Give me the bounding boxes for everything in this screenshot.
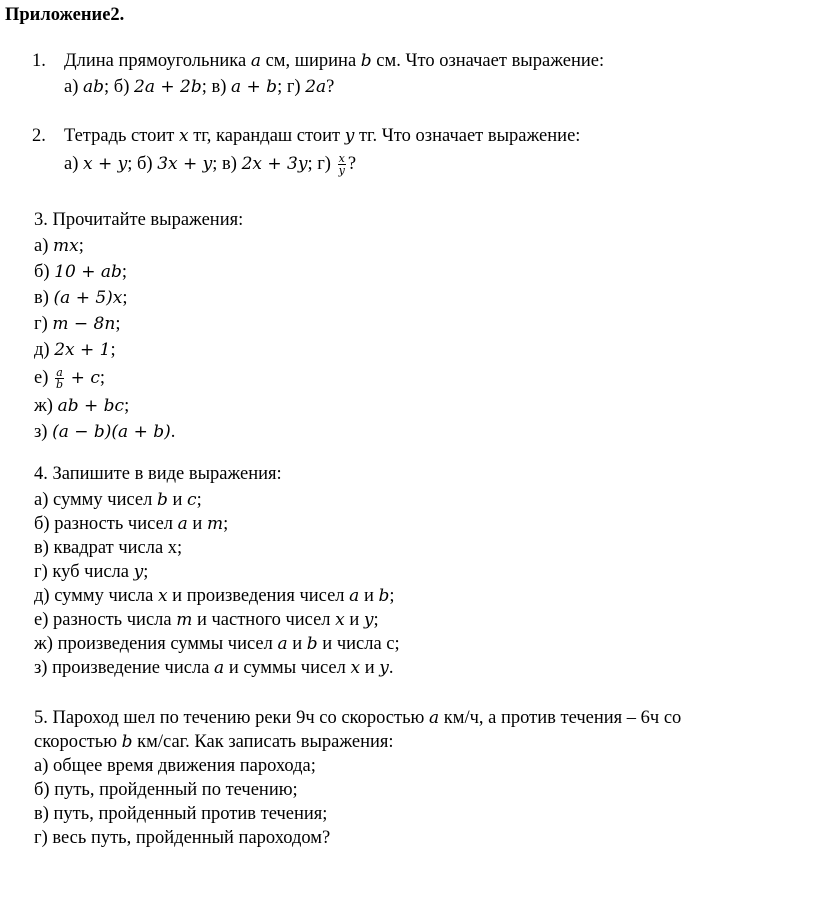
q3-item-expr: (a − b)(a + b)	[52, 422, 171, 442]
q4-heading: 4. Запишите в виде выражения:	[34, 464, 282, 484]
q1-opt-c: a + b	[231, 77, 278, 97]
q2-opt-a: x + y	[83, 154, 128, 174]
q5-item: а) общее время движения парохода;	[34, 756, 316, 776]
q2-opt-c: 2x + 3y	[241, 154, 308, 174]
q4-item-text: и числа с;	[322, 634, 400, 654]
q5-line-1	[34, 706, 681, 730]
q4-item-text: ;	[373, 610, 379, 630]
q2-opt-a-label: а)	[64, 154, 79, 174]
q3-item-label: е)	[34, 368, 49, 388]
q3-item	[34, 366, 105, 390]
q3-item-end: ;	[122, 288, 128, 308]
q5-var-b: b	[121, 732, 133, 752]
q4-item-text: ж) произведения суммы чисел	[34, 634, 273, 654]
q4-item-text: з) произведение числа	[34, 658, 210, 678]
q4-item-text: и	[192, 514, 203, 534]
q4-item-var: y	[379, 658, 389, 678]
q3-frac-numerator: a	[56, 366, 63, 380]
q3-item-expr: + c	[70, 368, 100, 388]
q3-item-label: г)	[34, 314, 48, 334]
q2-number: 2.	[32, 126, 46, 146]
q3-item-end: ;	[110, 340, 116, 360]
q3-item	[34, 338, 116, 362]
q3-item	[34, 260, 127, 284]
q3-item-end: ;	[115, 314, 121, 334]
q3-item-expr: mx	[53, 236, 79, 256]
q4-item-text: и	[363, 586, 374, 606]
q4-item-text: г) куб числа	[34, 562, 130, 582]
q3-item	[34, 286, 128, 310]
q1-opt-a-label: а)	[64, 77, 79, 97]
q4-item-h	[34, 656, 393, 680]
q4-item-d	[34, 560, 148, 584]
q3-item-label: з)	[34, 422, 48, 442]
q2-line-2	[64, 152, 356, 176]
q3-item-expr: (a + 5)x	[53, 288, 123, 308]
q1-opt-b-label: ; б)	[104, 77, 130, 97]
q4-item-var: x	[350, 658, 361, 678]
q3-item-end: ;	[121, 262, 128, 282]
q1-text-1: Длина прямоугольника	[64, 51, 247, 71]
q5-var-a: a	[429, 708, 440, 728]
q3-item	[34, 312, 120, 336]
q3-item-label: б)	[34, 262, 50, 282]
q2-var-y: y	[344, 126, 355, 146]
q2-frac-denominator: y	[338, 164, 345, 178]
q4-item-var: a	[177, 514, 188, 534]
q4-item-var: y	[363, 610, 374, 630]
q1-number: 1.	[32, 51, 46, 71]
q4-item-text: ;	[196, 490, 202, 510]
q1-end: ?	[326, 77, 335, 97]
q2-opt-d-fraction	[338, 153, 346, 176]
q4-item-var: a	[349, 586, 360, 606]
q1-var-a: a	[250, 51, 261, 71]
q3-frac-denominator: b	[56, 378, 64, 392]
q1-text-3: см. Что означает выражение:	[376, 51, 605, 71]
q5-item: б) путь, пройденный по течению;	[34, 780, 298, 800]
q4-item-text: в) квадрат числа х;	[34, 538, 183, 558]
q4-item-e	[34, 584, 395, 608]
q2-opt-b: 3x + y	[157, 154, 213, 174]
q2-end: ?	[347, 154, 357, 174]
q4-item-text: и	[349, 610, 360, 630]
q1-opt-c-label: ; в)	[201, 77, 227, 97]
q2-text-3: тг. Что означает выражение:	[358, 126, 581, 146]
q1-opt-d-label: ; г)	[277, 77, 301, 97]
q5-text: скоростью	[34, 732, 118, 752]
q1-var-b: b	[360, 51, 372, 71]
q4-item-var: m	[206, 514, 224, 534]
q4-item-var: x	[335, 610, 345, 630]
q2-text-2: тг, карандаш стоит	[193, 126, 341, 146]
q4-item-text: ;	[389, 586, 395, 606]
q1-opt-d: 2a	[305, 77, 327, 97]
q4-item-c	[34, 536, 182, 560]
q3-item-expr: 10 + ab	[54, 262, 122, 282]
q4-item-var: x	[157, 586, 168, 606]
q1-opt-a: ab	[83, 77, 105, 97]
q3-item-end: ;	[78, 236, 84, 256]
q1-line-1	[64, 49, 604, 73]
q4-item-text: .	[388, 658, 394, 678]
q3-item-expr: m − 8n	[52, 314, 116, 334]
q1-opt-b: 2a + 2b	[134, 77, 202, 97]
q3-item-label: ж)	[34, 396, 53, 416]
q5-text: км/ч, а против течения – 6ч со	[443, 708, 682, 728]
q2-text-1: Тетрадь стоит	[64, 126, 175, 146]
q4-item-a	[34, 488, 202, 512]
q3-item-expr: ab + bc	[57, 396, 125, 416]
q5-text: км/саг. Как записать выражения:	[137, 732, 394, 752]
q5-line-2	[34, 730, 394, 754]
q2-opt-d-label: ; г)	[307, 154, 331, 174]
q4-item-text: д) сумму числа	[34, 586, 154, 606]
q3-item-fraction	[55, 367, 64, 390]
q4-item-var: y	[133, 562, 144, 582]
q2-line-1	[64, 124, 580, 148]
q4-item-text: и произведения чисел	[172, 586, 345, 606]
q3-heading: 3. Прочитайте выражения:	[34, 210, 244, 230]
q4-item-g	[34, 632, 400, 656]
q4-item-var: b	[378, 586, 390, 606]
q3-item-label: д)	[34, 340, 50, 360]
document-title: Приложение2.	[5, 5, 125, 25]
q4-item-text: а) сумму чисел	[34, 490, 153, 510]
q5-item: г) весь путь, пройденный пароходом?	[34, 828, 331, 848]
q3-item-expr: 2x + 1	[54, 340, 111, 360]
q4-item-text: б) разность чисел	[34, 514, 174, 534]
q4-item-text: ;	[143, 562, 149, 582]
q2-var-x: x	[178, 126, 189, 146]
q4-item-var: m	[176, 610, 193, 630]
q3-item-label: в)	[34, 288, 49, 308]
q3-item-end: ;	[99, 368, 105, 388]
q4-item-b	[34, 512, 228, 536]
q3-item-end: .	[170, 422, 176, 442]
q4-item-text: и частного чисел	[196, 610, 331, 630]
q2-opt-c-label: ; в)	[212, 154, 237, 174]
q4-item-var: c	[187, 490, 197, 510]
q4-item-var: b	[306, 634, 318, 654]
q1-line-2	[64, 75, 334, 99]
q4-item-text: ;	[223, 514, 229, 534]
q1-text-2: см, ширина	[265, 51, 357, 71]
q4-item-f	[34, 608, 379, 632]
q4-item-text: и	[292, 634, 303, 654]
q4-item-var: a	[214, 658, 225, 678]
q4-item-text: и	[172, 490, 183, 510]
q3-item-label: а)	[34, 236, 49, 256]
q3-item	[34, 234, 84, 258]
q3-item	[34, 420, 175, 444]
q5-item: в) путь, пройденный против течения;	[34, 804, 328, 824]
q3-item	[34, 394, 129, 418]
q2-frac-numerator: x	[338, 152, 345, 166]
q2-opt-b-label: ; б)	[127, 154, 153, 174]
q3-item-end: ;	[124, 396, 130, 416]
q5-text: 5. Пароход шел по течению реки 9ч со скоростью	[34, 708, 425, 728]
q4-item-var: a	[277, 634, 288, 654]
q4-item-text: е) разность числа	[34, 610, 172, 630]
q4-item-text: и	[364, 658, 375, 678]
q4-item-text: и суммы чисел	[228, 658, 346, 678]
q4-item-var: b	[156, 490, 168, 510]
